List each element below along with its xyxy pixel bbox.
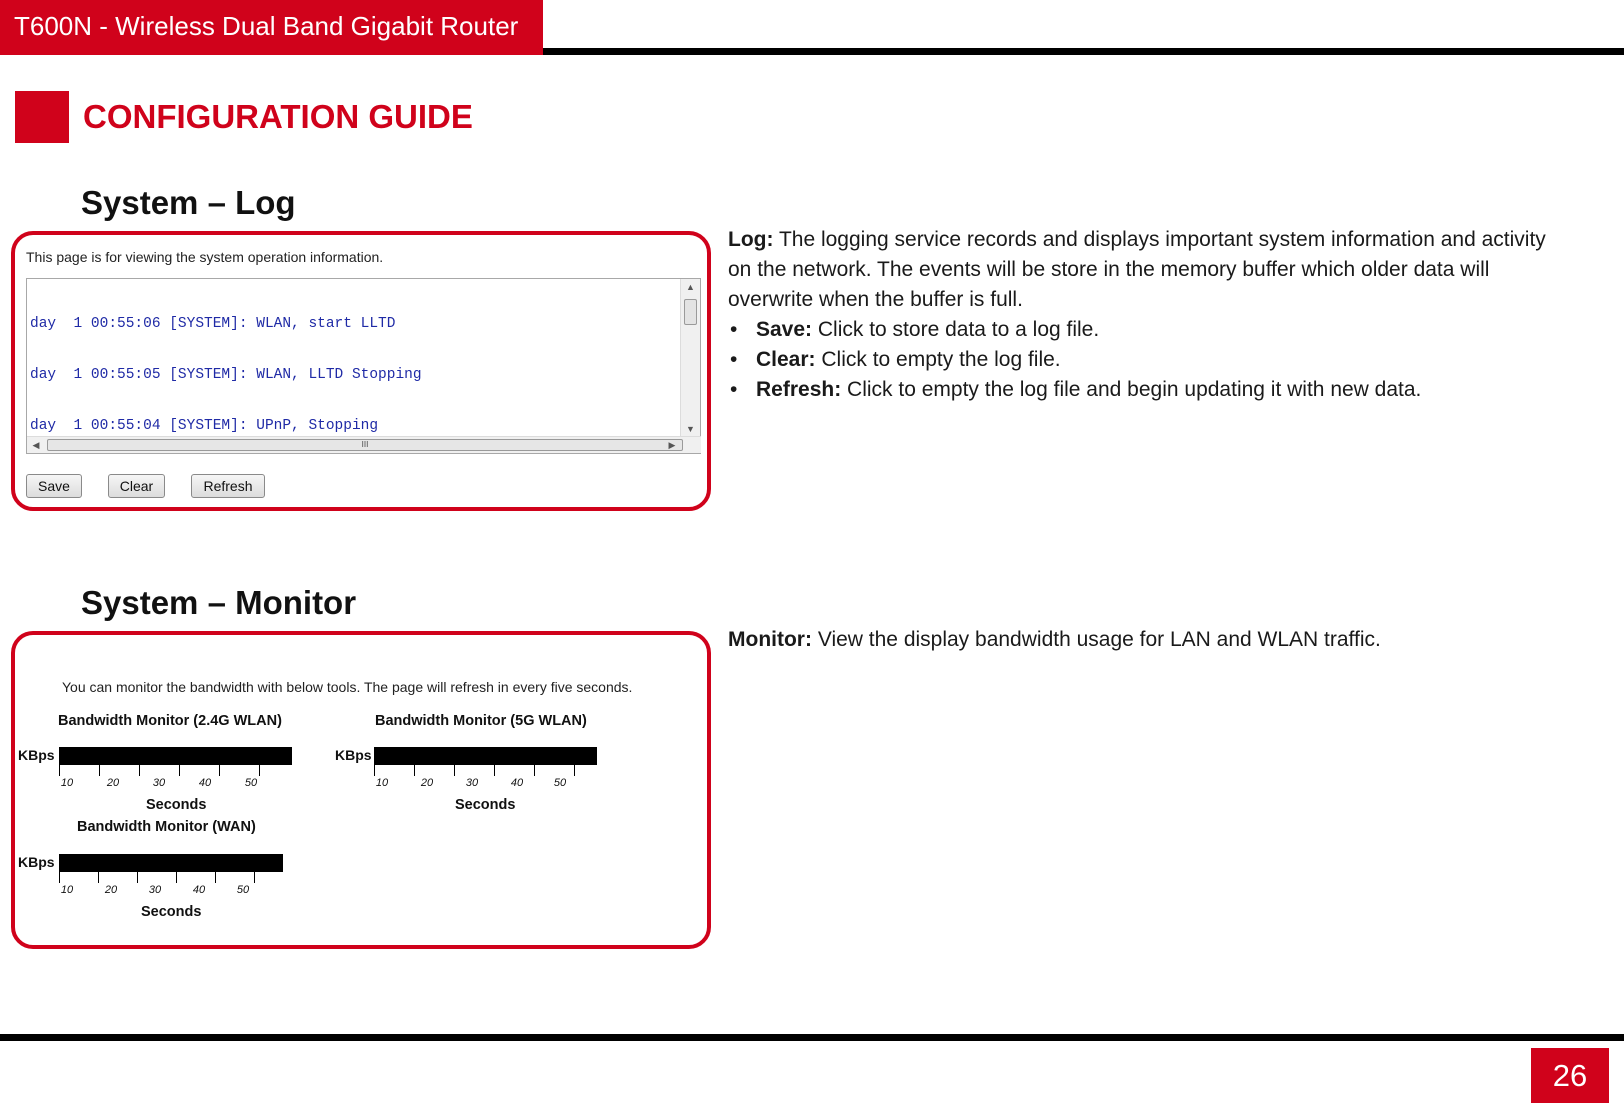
guide-title: CONFIGURATION GUIDE — [83, 98, 473, 135]
tick-label: 10 — [60, 777, 74, 789]
axis-tick — [574, 765, 575, 776]
tick-label: 50 — [553, 777, 567, 789]
vertical-scroll-thumb[interactable] — [684, 299, 697, 325]
refresh-button[interactable]: Refresh — [191, 474, 265, 498]
list-item — [728, 375, 1548, 405]
tick-label: 10 — [60, 884, 74, 896]
axis-tick — [139, 765, 140, 776]
axis-tick — [259, 765, 260, 776]
axis-tick — [374, 765, 375, 776]
axis-tick — [176, 872, 177, 883]
bullet-label: Refresh: — [756, 378, 842, 401]
y-axis-unit: KBps — [335, 747, 372, 763]
tick-label: 40 — [192, 884, 206, 896]
x-axis — [59, 872, 283, 884]
y-axis-unit: KBps — [18, 854, 55, 870]
log-line: day 1 00:55:04 [SYSTEM]: UPnP, Stopping — [30, 418, 379, 432]
axis-tick — [215, 872, 216, 883]
tick-label: 10 — [375, 777, 389, 789]
bullet-text: Click to store data to a log file. — [812, 318, 1100, 341]
monitor-lead-text: View the display bandwidth usage for LAN and WLAN traffic. — [811, 628, 1381, 651]
list-item — [728, 345, 1548, 375]
monitor-intro-text: You can monitor the bandwidth with below tools. The page will refresh in every five seconds. — [62, 679, 633, 695]
bullet-text: Click to empty the log file and begin updating it with new data. — [841, 378, 1422, 401]
log-horizontal-scrollbar[interactable] — [27, 436, 701, 453]
list-item — [728, 315, 1548, 345]
scroll-up-icon[interactable]: ▲ — [686, 282, 695, 292]
axis-tick — [219, 765, 220, 776]
bullet-text: Click to empty the log file. — [815, 348, 1061, 371]
log-lead-paragraph — [728, 225, 1548, 315]
guide-marker — [15, 91, 69, 143]
header-rule — [543, 48, 1624, 55]
horizontal-scroll-thumb[interactable]: III — [47, 439, 683, 451]
scroll-right-icon[interactable]: ▶ — [668, 440, 676, 450]
log-screenshot-frame — [11, 231, 711, 511]
log-lead-text: The logging service records and displays important system information and activity on the network. The events will be store in the memory buffer which older data will overwrite when the buffer is full. — [728, 228, 1546, 311]
tick-label: 20 — [106, 777, 120, 789]
tick-label: 30 — [152, 777, 166, 789]
monitor-description — [728, 625, 1548, 655]
bandwidth-monitor-title: Bandwidth Monitor (WAN) — [77, 819, 256, 835]
log-lines — [30, 282, 670, 432]
document-header-title: T600N - Wireless Dual Band Gigabit Router — [0, 0, 543, 55]
page-number: 26 — [1531, 1048, 1609, 1103]
log-lead-label: Log: — [728, 228, 774, 251]
tick-label: 30 — [465, 777, 479, 789]
bandwidth-monitor-title: Bandwidth Monitor (2.4G WLAN) — [58, 713, 282, 729]
monitor-section-title: System – Monitor — [81, 584, 357, 621]
tick-label: 50 — [236, 884, 250, 896]
log-line: day 1 00:55:06 [SYSTEM]: WLAN, start LLTD — [30, 316, 396, 332]
log-section-title: System – Log — [81, 184, 296, 221]
save-button[interactable]: Save — [26, 474, 82, 498]
tick-label: 50 — [244, 777, 258, 789]
tick-label: 40 — [510, 777, 524, 789]
monitor-screenshot-frame — [11, 631, 711, 949]
log-line: day 1 00:55:05 [SYSTEM]: WLAN, LLTD Stopping — [30, 367, 422, 383]
axis-tick — [254, 872, 255, 883]
log-description — [728, 225, 1548, 405]
clear-button[interactable]: Clear — [108, 474, 165, 498]
tick-label: 20 — [420, 777, 434, 789]
bandwidth-graph — [374, 747, 597, 765]
log-intro-text: This page is for viewing the system operation information. — [26, 249, 384, 265]
tick-label: 20 — [104, 884, 118, 896]
x-axis-label: Seconds — [146, 797, 207, 813]
bandwidth-monitor-wan — [18, 819, 288, 920]
axis-tick — [99, 765, 100, 776]
log-bullet-list — [728, 315, 1548, 405]
log-textarea[interactable] — [26, 278, 701, 454]
x-axis-label: Seconds — [141, 904, 202, 920]
axis-tick — [59, 872, 60, 883]
monitor-lead-paragraph — [728, 625, 1548, 655]
footer-rule — [0, 1034, 1624, 1041]
axis-tick — [534, 765, 535, 776]
x-axis — [59, 765, 292, 777]
scroll-down-icon[interactable]: ▼ — [686, 424, 695, 434]
bullet-label: Save: — [756, 318, 813, 341]
x-axis — [374, 765, 597, 777]
bandwidth-monitor-5g — [335, 713, 605, 813]
axis-tick — [454, 765, 455, 776]
tick-label: 40 — [198, 777, 212, 789]
axis-tick — [179, 765, 180, 776]
bullet-label: Clear: — [756, 348, 816, 371]
x-axis-label: Seconds — [455, 797, 516, 813]
y-axis-unit: KBps — [18, 747, 55, 763]
tick-label: 30 — [148, 884, 162, 896]
axis-tick — [59, 765, 60, 776]
scroll-left-icon[interactable]: ◀ — [32, 440, 40, 450]
bandwidth-graph — [59, 747, 292, 765]
axis-tick — [494, 765, 495, 776]
bandwidth-monitor-24g — [18, 713, 288, 813]
bandwidth-graph — [59, 854, 283, 872]
axis-tick — [137, 872, 138, 883]
axis-tick — [414, 765, 415, 776]
bandwidth-monitor-title: Bandwidth Monitor (5G WLAN) — [375, 713, 587, 729]
log-vertical-scrollbar[interactable] — [680, 279, 700, 437]
axis-tick — [98, 872, 99, 883]
monitor-lead-label: Monitor: — [728, 628, 812, 651]
